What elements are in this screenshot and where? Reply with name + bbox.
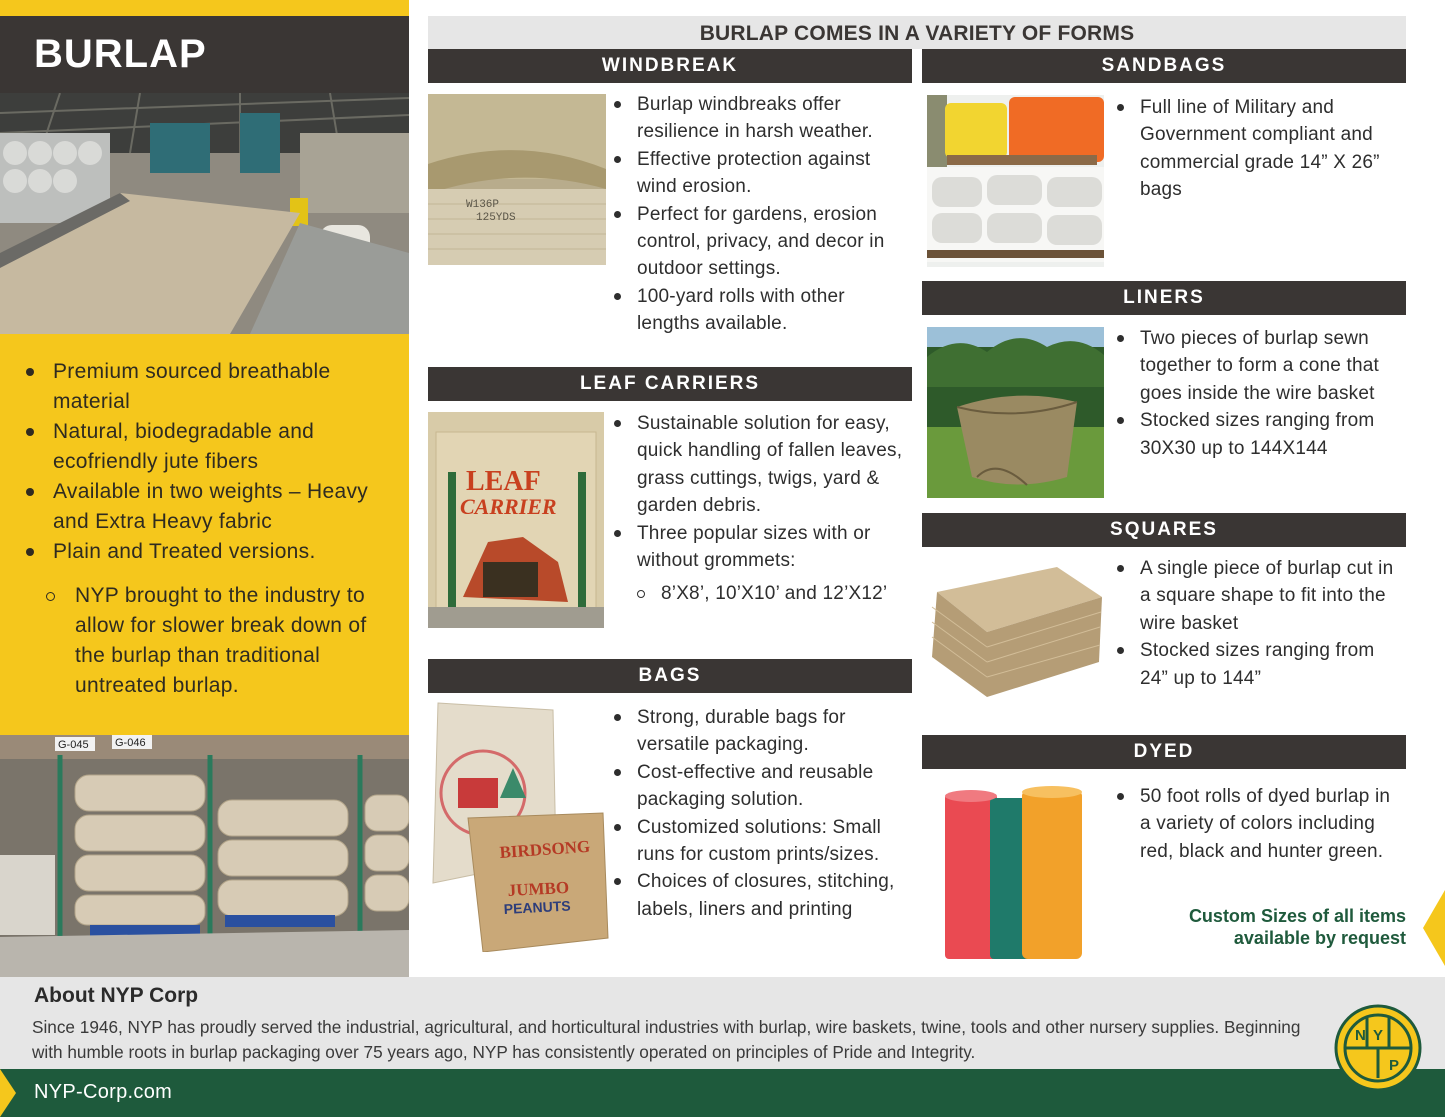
logo-letter: N <box>1355 1027 1366 1044</box>
sandbags-title: SANDBAGS <box>922 49 1406 83</box>
list-item: Burlap windbreaks offer resilience in harsh weather. <box>610 91 908 146</box>
custom-note-line: available by request <box>1233 928 1406 948</box>
bags-title: BAGS <box>428 659 912 693</box>
custom-sizes-note <box>1110 905 1406 949</box>
warehouse-label: G-045 <box>58 739 89 751</box>
leaf-carrier-brand: LEAF <box>466 466 541 497</box>
logo-letter: P <box>1389 1057 1400 1074</box>
leaf-carrier-image <box>428 412 604 628</box>
list-item: 100-yard rolls with other lengths available. <box>610 283 908 338</box>
windbreak-stamp: W136P <box>466 199 500 211</box>
list-item: Premium sourced breathable material <box>22 357 397 417</box>
list-item: Available in two weights – Heavy and Extra Heavy fabric <box>22 477 397 537</box>
bags-image <box>428 698 610 952</box>
windbreak-image <box>428 94 606 265</box>
list-item: Plain and Treated versions. <box>22 537 397 567</box>
leaf-carriers-title: LEAF CARRIERS <box>428 367 912 401</box>
bags-list <box>610 704 910 923</box>
bags-print: BIRDSONG <box>498 836 591 862</box>
list-item: Cost-effective and reusable packaging solution. <box>610 759 910 814</box>
dyed-image <box>940 786 1085 961</box>
list-item: Sustainable solution for easy, quick handling of fallen leaves, grass cuttings, twigs, yard & garden debris. <box>610 410 910 520</box>
list-item: Perfect for gardens, erosion control, privacy, and decor in outdoor settings. <box>610 201 908 283</box>
decorative-triangle <box>1423 890 1445 966</box>
squares-list <box>1113 555 1406 692</box>
dyed-title: DYED <box>922 735 1406 769</box>
logo-letter: Y <box>1373 1027 1384 1044</box>
warehouse-photo <box>0 735 409 977</box>
sandbags-image <box>927 95 1104 267</box>
list-item: Choices of closures, stitching, labels, liners and printing <box>610 868 910 923</box>
list-item: 50 foot rolls of dyed burlap in a variety of colors including red, black and hunter green. <box>1113 783 1406 865</box>
dyed-list <box>1113 783 1406 865</box>
bags-print: JUMBO <box>507 877 570 900</box>
squares-image <box>927 557 1107 717</box>
list-item: A single piece of burlap cut in a square shape to fit into the wire basket <box>1113 555 1406 637</box>
list-sub-item: 8’X8’, 10’X10’ and 12’X12’ <box>637 580 910 607</box>
list-item: Three popular sizes with or without grommets: <box>610 520 910 575</box>
left-feature-list <box>22 357 397 701</box>
leaf-carrier-brand: CARRIER <box>460 494 557 519</box>
warehouse-label: G-046 <box>115 737 146 749</box>
leaf-carriers-list <box>610 410 910 608</box>
list-item: Customized solutions: Small runs for custom prints/sizes. <box>610 814 910 869</box>
website-link[interactable]: NYP-Corp.com <box>34 1081 173 1103</box>
section-header: BURLAP COMES IN A VARIETY OF FORMS <box>428 16 1406 49</box>
list-item: Natural, biodegradable and ecofriendly jute fibers <box>22 417 397 477</box>
factory-photo <box>0 93 409 334</box>
custom-note-line: Custom Sizes of all items <box>1188 906 1406 926</box>
list-item: Stocked sizes ranging from 24” up to 144” <box>1113 637 1406 692</box>
list-item: Stocked sizes ranging from 30X30 up to 144X144 <box>1113 407 1406 462</box>
liners-list <box>1113 325 1406 462</box>
list-item: Strong, durable bags for versatile packaging. <box>610 704 910 759</box>
list-sub-item: NYP brought to the industry to allow for slower break down of the burlap than traditional untreated burlap. <box>22 581 397 701</box>
list-item: Full line of Military and Government compliant and commercial grade 14” X 26” bags <box>1113 94 1406 204</box>
sandbags-list <box>1113 94 1406 204</box>
list-item: Effective protection against wind erosion. <box>610 146 908 201</box>
liners-image <box>927 327 1104 498</box>
footer-triangle <box>0 1069 16 1117</box>
about-text: Since 1946, NYP has proudly served the industrial, agricultural, and horticultural industries with burlap, wire baskets, twine, tools and other nursery supplies. Beginning with humble roots in burlap packaging over 75 years ago, NYP has consistently operated on principles of Pride and Integrity. <box>32 1017 1301 1062</box>
liners-title: LINERS <box>922 281 1406 315</box>
windbreak-title: WINDBREAK <box>428 49 912 83</box>
page-title: BURLAP <box>0 16 409 93</box>
list-item: Two pieces of burlap sewn together to form a cone that goes inside the wire basket <box>1113 325 1406 407</box>
squares-title: SQUARES <box>922 513 1406 547</box>
nyp-logo-icon <box>1334 1004 1422 1092</box>
footer-bar <box>0 1069 1445 1117</box>
windbreak-list <box>610 91 908 338</box>
windbreak-stamp: 125YDS <box>476 212 516 224</box>
about-title: About NYP Corp <box>34 984 199 1007</box>
bags-print: PEANUTS <box>503 897 571 917</box>
